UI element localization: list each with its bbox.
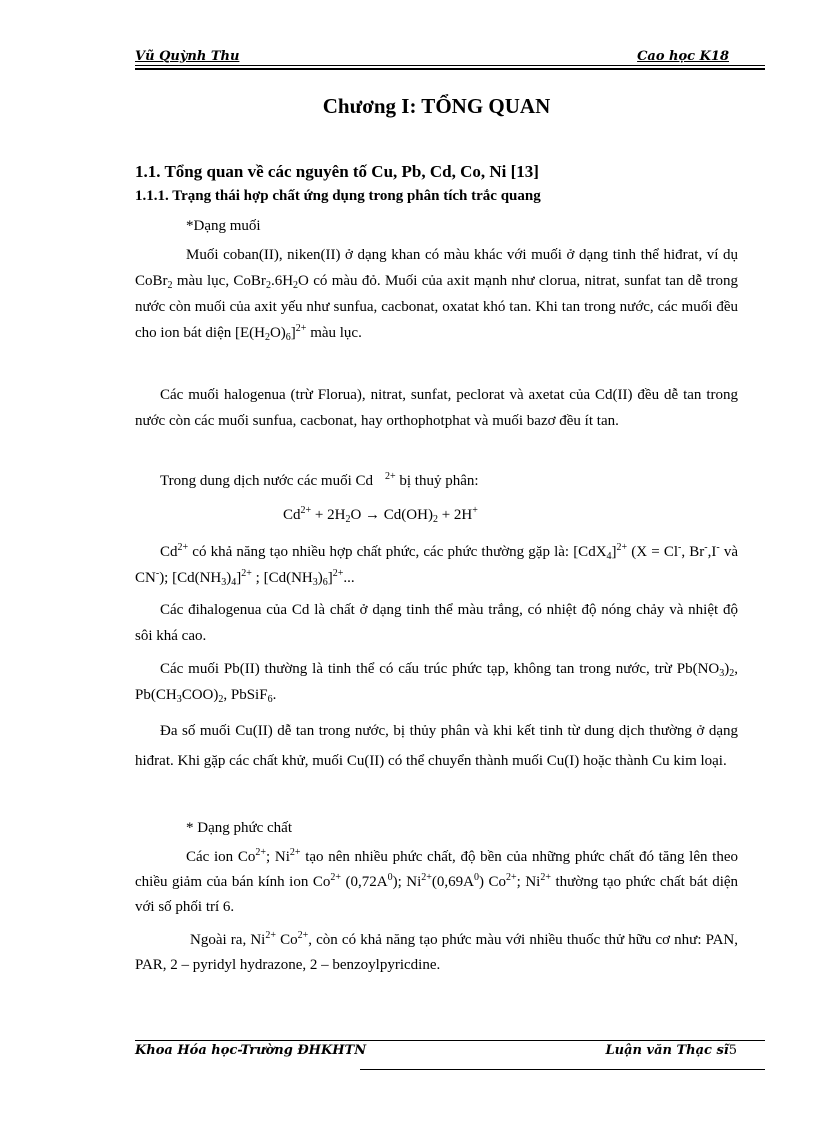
hydrolysis-equation: $Cd^{2+} + 2H_2O \to Cd(OH)_2 + 2H^+$ [283, 505, 478, 525]
section-heading: 1.1. Tổng quan về các nguyên tố Cu, Pb, Cd, Co, Ni [13] [135, 162, 539, 181]
header-rule [135, 65, 765, 66]
paragraph-organic-reagents: Ngoài ra, $Ni^{2+}$ $Co^{2+}$, còn có khả năng tạo phức màu với nhiều thuốc thử hữu cơ như: PAN, PAR, 2 – pyridyl hydrazone, 2 – benzoylpyricdine. [135, 930, 738, 973]
header-course: Cao học K18 [637, 49, 729, 64]
footer-rule-lower [360, 1069, 765, 1070]
footer-thesis: Luận văn Thạc sĩ5 [605, 1043, 737, 1058]
chapter-title: Chương I: TỔNG QUAN [322, 94, 551, 118]
paragraph-copper-salts: Đa số muối Cu(II) dễ tan trong nước, bị thủy phân và khi kết tinh từ dung dịch thường ở dạng hiđrat. Khi gặp các chất khử, muối Cu(II) có thể chuyển thành muối Cu(I) hoặc thành Cu kim loại. [135, 723, 738, 769]
page-number: 5 [728, 1043, 737, 1058]
paragraph-cadmium-salts: Các muối halogenua (trừ Florua), nitrat, sunfat, peclorat và axetat của Cd(II) đều dễ tan trong nước còn các muối sunfua, cacbonat, hay orthophotphat và muối bazơ đều ít tan. [135, 387, 738, 429]
paragraph-lead-salts: Các muối Pb(II) thường là tinh thể có cấu trúc phức tạp, không tan trong nước, trừ $Pb(NO_3)_2$, $Pb(CH_3COO)_2$, PbSiF$_6$. [135, 661, 738, 705]
complex-heading: * Dạng phức chất [186, 820, 293, 836]
paragraph-dihalides: Các đihalogenua của Cd là chất ở dạng tinh thể màu trắng, có nhiệt độ nóng chảy và nhiệt độ sôi khá cao. [135, 602, 738, 644]
salt-heading: *Dạng muối [186, 218, 261, 234]
header-rule-thick [135, 68, 765, 70]
subsection-heading: 1.1.1. Trạng thái hợp chất ứng dụng trong phân tích trắc quang [135, 188, 541, 204]
header-author: Vũ Quỳnh Thu [135, 49, 240, 64]
page-footer [135, 1043, 765, 1061]
paragraph-hydrolysis: Trong dung dịch nước các muối Cd $^{2+}$ bị thuỷ phân: [160, 471, 479, 489]
paragraph-ion-complexes: Các ion $Co^{2+}$; $Ni^{2+}$ tạo nên nhiều phức chất, độ bền của những phức chất đó tăng lên theo chiều giảm của bán kính ion $Co^{2+}$ $(0,72A^0)$; $Ni^{2+}(0,69A^0)$ $Co^{2+}$; $Ni^{2+}$ thường tạo phức chất bát diện với số phối trí 6. [135, 847, 739, 915]
paragraph-cadmium-complexes: $Cd^{2+}$ có khả năng tạo nhiều hợp chất phức, các phức thường gặp là: $[CdX_4]^{2+}$ (X = Cl-, Br-,I- và CN-); $[Cd(NH_3)_4]^{2+}$ ; $[Cd(NH_3)_6]^{2+}$... [135, 542, 738, 588]
footer-rule [135, 1040, 765, 1041]
paragraph-cobalt-nickel-salts: Muối coban(II), niken(II) ở dạng khan có màu khác với muối ở dạng tinh thể hiđrat, ví dụ CoBr$_2$ màu lục, $CoBr_2.6H_2O$ có màu đỏ. Muối của axit mạnh như clorua, nitrat, sunfat tan dễ trong nước còn muối của axit yếu như sunfua, cacbonat, oxatat khó tan. Khi tan trong nước, các muối đều cho ion bát diện $[E(H_2O)_6]^{2+}$ màu lục. [135, 247, 738, 343]
footer-department: Khoa Hóa học-Trường ĐHKHTN [135, 1043, 367, 1058]
